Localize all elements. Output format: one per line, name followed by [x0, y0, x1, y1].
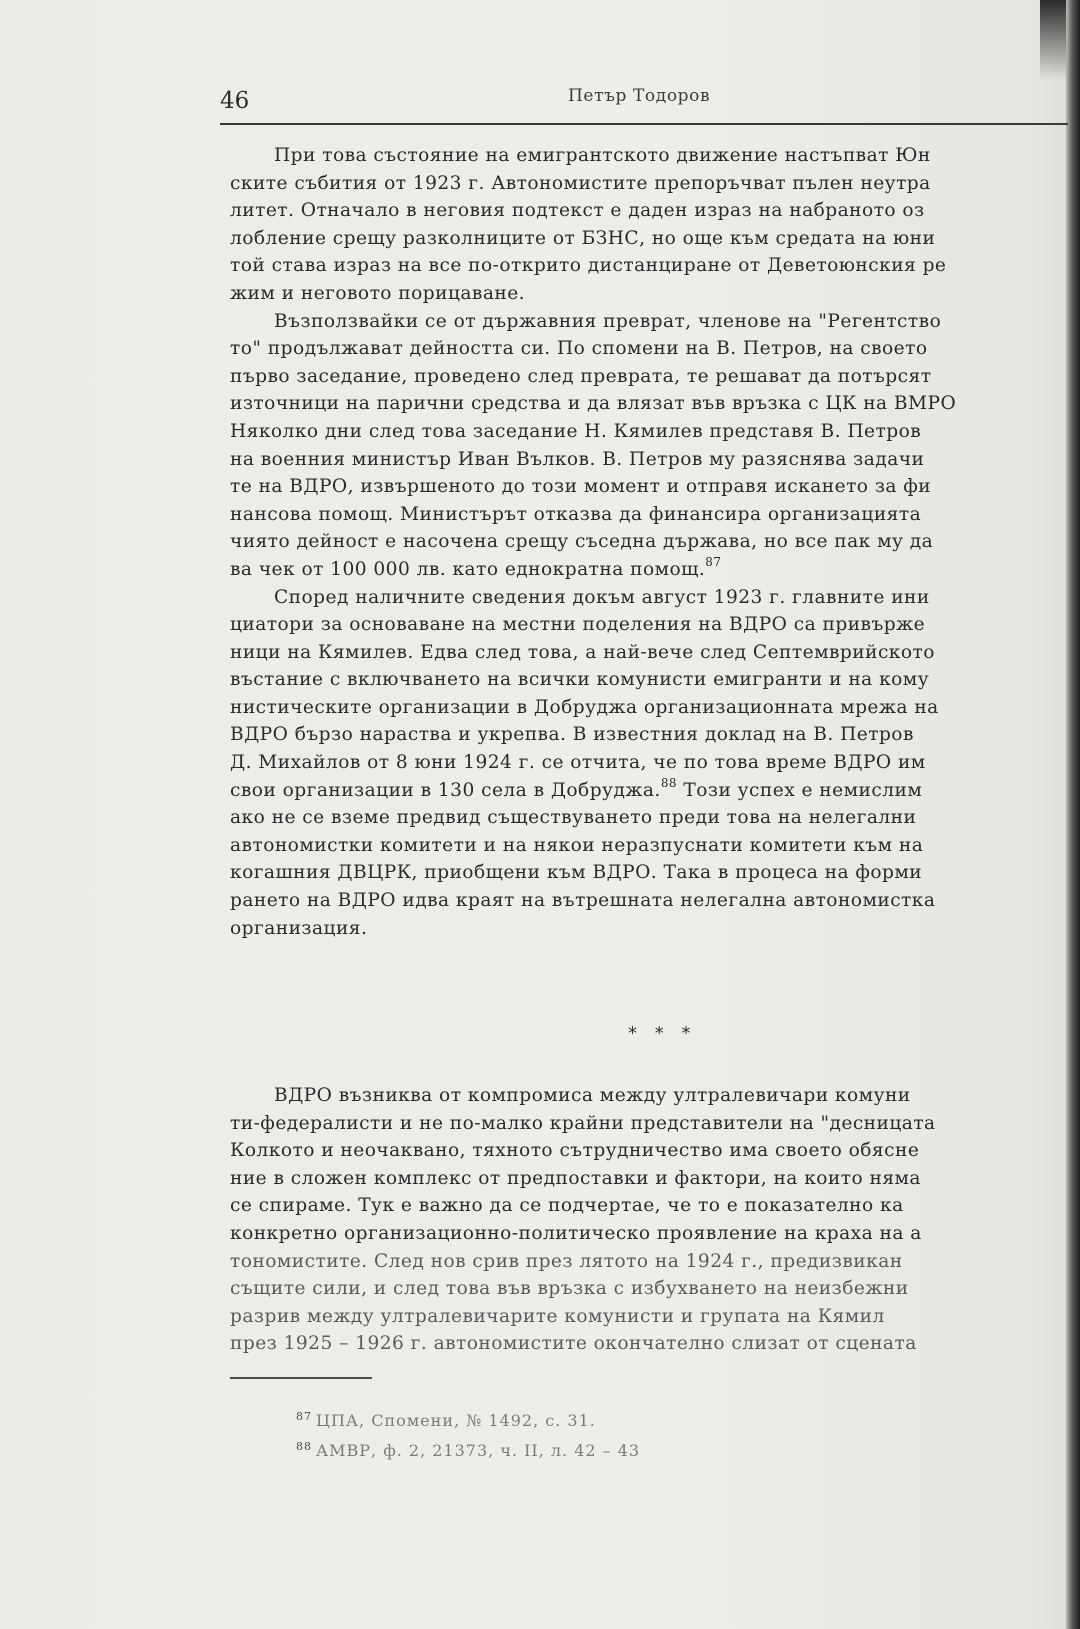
text-line: жим и неговото порицаване. — [230, 282, 526, 304]
text-line: ние в сложен комплекс от предпоставки и фактори, на които няма — [230, 1167, 921, 1189]
text-line: тономистите. След нов срив през лятото на 1924 г., предизвикан — [230, 1250, 903, 1272]
text-line: чиято дейност е насочена срещу съседна държава, но все пак му да — [230, 531, 934, 553]
text-line: Д. Михайлов от 8 юни 1924 г. се отчита, че по това време ВДРО им — [230, 752, 926, 774]
text-line: източници на парични средства и да влязат във връзка с ЦК на ВМРО — [230, 393, 957, 415]
footnote-ref-87: 87 — [705, 555, 722, 569]
footnotes — [296, 1404, 856, 1464]
text-line-content: свои организации в 130 села в Добруджа. — [230, 779, 661, 801]
text-line: Според наличните сведения докъм август 1923 г. главните ини — [274, 586, 930, 608]
text-line: лобление срещу разколниците от БЗНС, но още към средата на юни — [230, 227, 936, 249]
footnote-number: 88 — [296, 1440, 312, 1453]
paragraph-1 — [230, 142, 1066, 308]
text-line: циатори за основаване на местни поделения на ВДРО са привърже — [230, 614, 926, 636]
text-line: литет. Отначало в неговия подтекст е даден израз на набраното оз — [230, 200, 925, 222]
text-line: ВДРО възниква от компромиса между ултралевичари комуни — [274, 1085, 911, 1106]
footnote-number: 87 — [296, 1410, 312, 1423]
text-line: на военния министър Иван Вълков. В. Петров му разяснява задачи — [230, 448, 925, 470]
text-line: автономистки комитети и на някои неразпуснати комитети към на — [230, 834, 924, 856]
footnote-rule — [230, 1377, 372, 1379]
text-line: се спираме. Тук е важно да се подчертае, че то е показателно ка — [230, 1195, 904, 1217]
footnote-88 — [296, 1434, 856, 1464]
text-line: ници на Кямилев. Едва след това, а най-вече след Септемврийското — [230, 641, 935, 663]
text-line: нистическите организации в Добруджа организационната мрежа на — [230, 696, 939, 718]
text-line: конкретно организационно-политическо проявление на краха на а — [230, 1222, 922, 1244]
text-line: разрив между ултралевичарите комунисти и групата на Кямил — [230, 1305, 885, 1327]
book-binding-edge — [1066, 0, 1080, 1629]
page-header — [220, 84, 1070, 118]
text-line — [230, 556, 1066, 584]
scan-shadow — [1040, 0, 1066, 80]
text-line: те на ВДРО, извършеното до този момент и отправя искането за фи — [230, 476, 932, 498]
text-line: При това състояние на емигрантското движение настъпват Юн — [274, 145, 931, 166]
text-line: то" продължават дейността си. По спомени на В. Петров, на своето — [230, 338, 928, 360]
text-line — [230, 777, 1066, 805]
text-line: Възползвайки се от държавния преврат, членове на "Регентство — [274, 310, 942, 332]
text-line: нансова помощ. Министърът отказва да финансира организацията — [230, 503, 922, 525]
text-line: организация. — [230, 917, 368, 939]
text-line: Колкото и неочаквано, тяхното сътрудничество има своето обясне — [230, 1140, 920, 1162]
page-number: 46 — [220, 88, 250, 114]
text-line: същите сили, и след това във връзка с избухването на неизбежни — [230, 1278, 909, 1300]
paragraph-4-block — [230, 1082, 1066, 1358]
text-line: първо заседание, проведено след преврата, те решават да потърсят — [230, 365, 932, 387]
text-line: ВДРО бързо нараства и укрепва. В известния доклад на В. Петров — [230, 724, 914, 746]
text-line: въстание с включването на всички комунисти емигранти и на кому — [230, 669, 930, 691]
section-separator: * * * — [628, 1023, 697, 1044]
text-line: през 1925 – 1926 г. автономистите окончателно слизат от сцената — [230, 1333, 917, 1355]
running-title: Петър Тодоров — [568, 86, 711, 106]
text-line: ските събития от 1923 г. Автономистите препоръчват пълен неутра — [230, 172, 931, 194]
paragraph-3 — [230, 584, 1066, 943]
text-line: когашния ДВЦРК, приобщени към ВДРО. Така в процеса на форми — [230, 862, 923, 884]
paragraph-4 — [230, 1082, 1066, 1358]
text-line-tail: Този успех е немислим — [683, 779, 923, 801]
text-line: ти-федералисти и не по-малко крайни представители на "десницата — [230, 1112, 936, 1134]
header-rule — [220, 123, 1068, 125]
text-line: рането на ВДРО идва краят на вътрешната нелегална автономистка — [230, 890, 936, 912]
text-line-content: ва чек от 100 000 лв. като еднократна помощ. — [230, 558, 706, 580]
footnote-text: АМВР, ф. 2, 21373, ч. II, л. 42 – 43 — [316, 1441, 641, 1460]
text-line: той става израз на все по-открито дистанциране от Деветоюнския ре — [230, 255, 947, 277]
text-line: Няколко дни след това заседание Н. Кямилев представя В. Петров — [230, 420, 922, 442]
footnote-87 — [296, 1404, 856, 1434]
footnote-text: ЦПА, Спомени, № 1492, с. 31. — [316, 1411, 596, 1430]
paragraph-2 — [230, 308, 1066, 584]
footnote-ref-88: 88 — [660, 776, 677, 790]
text-line: ако не се вземе предвид съществуването преди това на нелегални — [230, 807, 917, 829]
